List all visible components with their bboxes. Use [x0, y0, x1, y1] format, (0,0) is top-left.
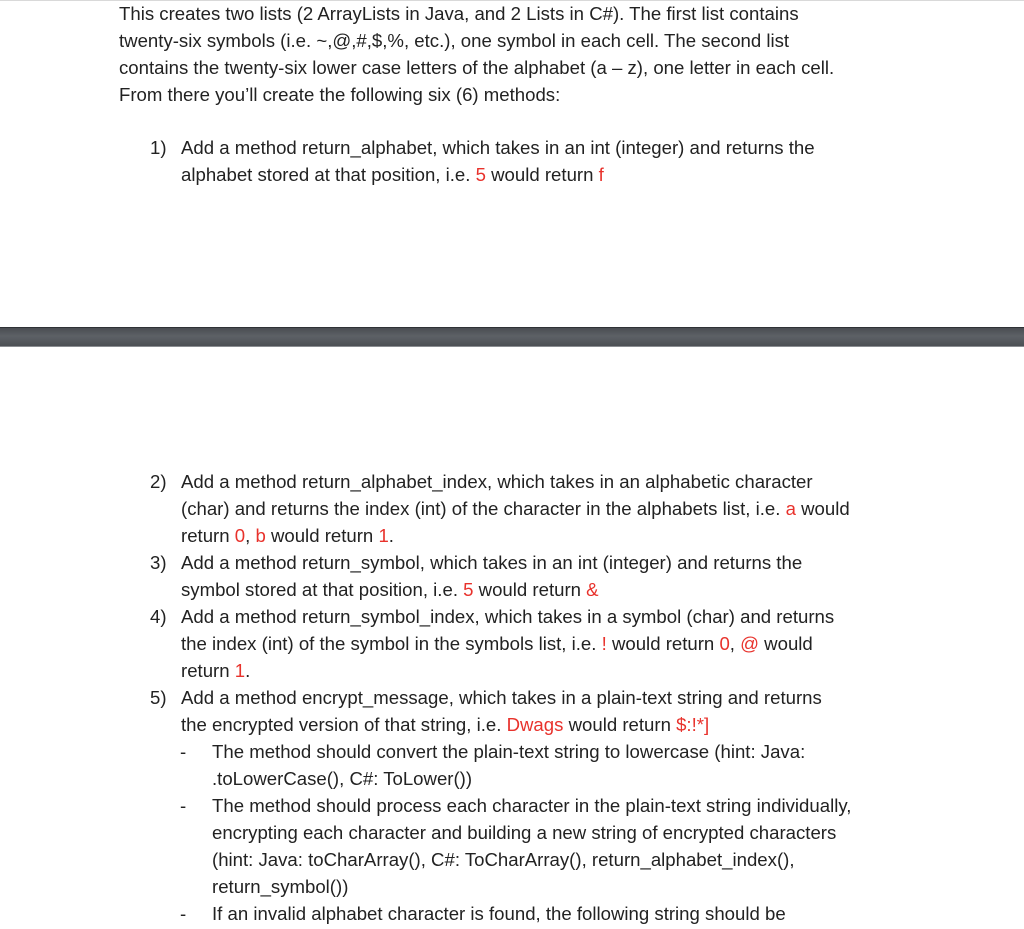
text-run: return — [181, 525, 235, 546]
item-line: Add a method return_alphabet_index, which takes in an alphabetic character — [181, 471, 813, 492]
subitem-body — [212, 792, 932, 900]
subitem-line: encrypting each character and building a new string of encrypted characters — [212, 822, 837, 843]
subitem-body — [212, 738, 932, 792]
example-input: b — [255, 525, 266, 546]
text-run: (char) and returns the index (int) of the character in the alphabets list, i.e. — [181, 498, 786, 519]
subitem-body — [212, 900, 932, 927]
item-number: 3) — [150, 552, 167, 573]
example-input: Dwags — [506, 714, 564, 735]
page-break-divider — [0, 327, 1024, 347]
example-input: ! — [601, 633, 607, 654]
example-output: 1 — [234, 660, 246, 681]
text-run: the encrypted version of that string, i.e. — [181, 714, 507, 735]
subitem-line: If an invalid alphabet character is found, the following string should be — [212, 903, 786, 924]
item-line: Add a method return_symbol_index, which takes in a symbol (char) and returns — [181, 606, 835, 627]
item-body — [181, 603, 931, 684]
text-run: symbol stored at that position, i.e. — [181, 579, 464, 600]
text-run: would return — [473, 579, 587, 600]
item-number: 4) — [150, 606, 167, 627]
example-output: f — [598, 164, 604, 185]
text-run: the index (int) of the symbol in the symbols list, i.e. — [181, 633, 602, 654]
item-line — [181, 711, 931, 738]
text-run: would — [795, 498, 850, 519]
item-body — [181, 549, 931, 603]
subitem-line: return_symbol()) — [212, 876, 349, 897]
item-line: Add a method return_alphabet, which takes in an int (integer) and returns the — [181, 137, 815, 158]
item-line: Add a method encrypt_message, which takes in a plain-text string and returns — [181, 687, 822, 708]
example-output: & — [586, 579, 599, 600]
example-output: 0 — [234, 525, 246, 546]
intro-line: contains the twenty-six lower case letters of the alphabet (a – z), one letter in each cell. — [119, 57, 835, 78]
item-number: 5) — [150, 687, 167, 708]
text-run: , — [729, 633, 741, 654]
item-number: 1) — [150, 137, 167, 158]
text-run: . — [388, 525, 394, 546]
text-run: would return — [485, 164, 599, 185]
text-run: would return — [563, 714, 677, 735]
document-page-top — [0, 0, 1024, 327]
item-line — [181, 522, 931, 549]
item-body — [181, 134, 931, 188]
intro-line: From there you’ll create the following six (6) methods: — [119, 84, 561, 105]
text-run: would — [759, 633, 813, 654]
example-output: 0 — [719, 633, 730, 654]
item-body — [181, 468, 931, 549]
example-input: 5 — [475, 164, 486, 185]
intro-paragraph — [119, 0, 919, 108]
intro-line: This creates two lists (2 ArrayLists in Java, and 2 Lists in C#). The first list contains — [119, 3, 799, 24]
text-run: would return — [265, 525, 379, 546]
example-input: a — [785, 498, 796, 519]
text-run: return — [181, 660, 235, 681]
document-page-bottom — [0, 347, 1024, 929]
subitem-line: .toLowerCase(), C#: ToLower()) — [212, 768, 473, 789]
subitem-line: (hint: Java: toCharArray(), C#: ToCharArray(), return_alphabet_index(), — [212, 849, 795, 870]
bullet-dash: - — [180, 795, 187, 816]
intro-line: twenty-six symbols (i.e. ~,@,#,$,%, etc.), one symbol in each cell. The second list — [119, 30, 790, 51]
example-input: 5 — [463, 579, 474, 600]
subitem-line: The method should process each character in the plain-text string individually, — [212, 795, 852, 816]
example-output: $:!*] — [676, 714, 710, 735]
bullet-dash: - — [180, 903, 187, 924]
example-input: @ — [740, 633, 760, 654]
bullet-dash: - — [180, 741, 187, 762]
text-run: , — [245, 525, 256, 546]
text-run: would return — [606, 633, 720, 654]
item-line — [181, 630, 931, 657]
example-output: 1 — [378, 525, 389, 546]
item-number: 2) — [150, 471, 167, 492]
text-run: alphabet stored at that position, i.e. — [181, 164, 476, 185]
subitem-line: The method should convert the plain-text string to lowercase (hint: Java: — [212, 741, 806, 762]
item-body — [181, 684, 931, 738]
item-line — [181, 657, 931, 684]
item-line: Add a method return_symbol, which takes in an int (integer) and returns the — [181, 552, 803, 573]
item-line — [181, 495, 931, 522]
item-line — [181, 161, 931, 188]
text-run: . — [245, 660, 251, 681]
item-line — [181, 576, 931, 603]
